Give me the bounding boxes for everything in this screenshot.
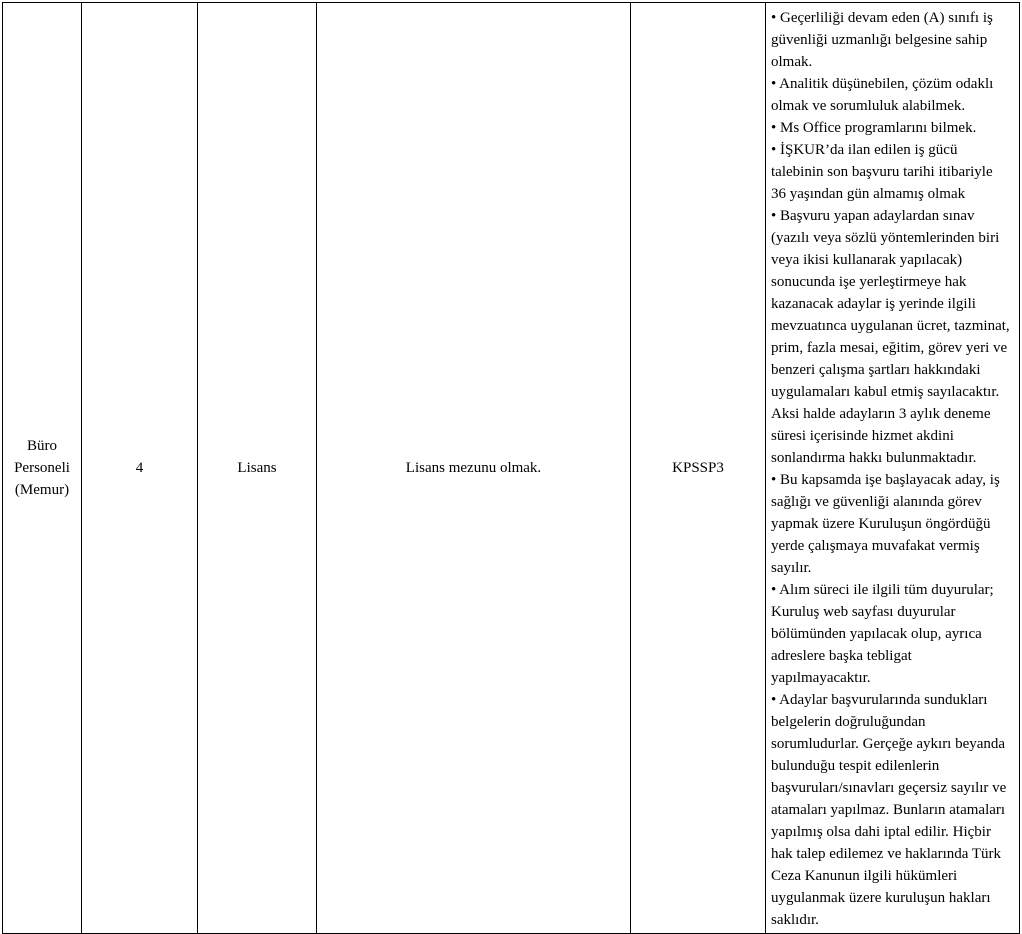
note-item: • Geçerliliği devam eden (A) sınıfı iş güvenliği uzmanlığı belgesine sahip olmak. (771, 10, 993, 70)
position-cell (3, 3, 82, 934)
note-item: • Ms Office programlarını bilmek. (771, 120, 977, 136)
job-listing-table (2, 2, 1020, 934)
note-item: • Adaylar başvurularında sundukları belgelerin doğruluğundan sorumludurlar. Gerçeğe aykırı beyanda bulunduğu tespit edilenlerin başvuruları/sınavları geçersiz sayılır ve atamaları yapılmaz. Bunların atamaları yapılmış olsa dahi iptal edilir. Hiçbir hak talep edilemez ve haklarında Türk Ceza Kanunun ilgili hükümleri uygulanmak üzere kuruluşun hakları saklıdır. (771, 692, 1007, 928)
qualification-cell: Lisans mezunu olmak. (317, 3, 631, 934)
kpss-cell: KPSSP3 (631, 3, 766, 934)
education-cell: Lisans (198, 3, 317, 934)
position-line: Personeli (14, 460, 70, 476)
note-item: • İŞKUR’da ilan edilen iş gücü talebinin son başvuru tarihi itibariyle 36 yaşından gün almamış olmak (771, 142, 993, 202)
notes-cell (766, 3, 1020, 934)
note-item: • Analitik düşünebilen, çözüm odaklı olmak ve sorumluluk alabilmek. (771, 76, 994, 114)
position-line: Büro (27, 438, 57, 454)
note-item: • Başvuru yapan adaylardan sınav (yazılı veya sözlü yöntemlerinden biri veya ikisi kullanarak yapılacak) sonucunda işe yerleştirmeye hak kazanacak adaylar iş yerinde ilgili mevzuatınca uygulanan ücret, tazminat, prim, fazla mesai, eğitim, görev yeri ve benzeri çalışma şartları hakkındaki uygulamaları kabul etmiş sayılacaktır. Aksi halde adayların 3 aylık deneme süresi içerisinde hizmet akdini sonlandırma hakkı bulunmaktadır. (771, 208, 1010, 466)
count-cell: 4 (82, 3, 198, 934)
note-item: • Alım süreci ile ilgili tüm duyurular; Kuruluş web sayfası duyurular bölümünden yapılacak olup, ayrıca adreslere başka tebligat yapılmayacaktır. (771, 582, 994, 686)
note-item: • Bu kapsamda işe başlayacak aday, iş sağlığı ve güvenliği alanında görev yapmak üzere Kuruluşun öngördüğü yerde çalışmaya muvafakat vermiş sayılır. (771, 472, 1000, 576)
table-row (3, 3, 1020, 934)
position-line: (Memur) (14, 482, 70, 498)
